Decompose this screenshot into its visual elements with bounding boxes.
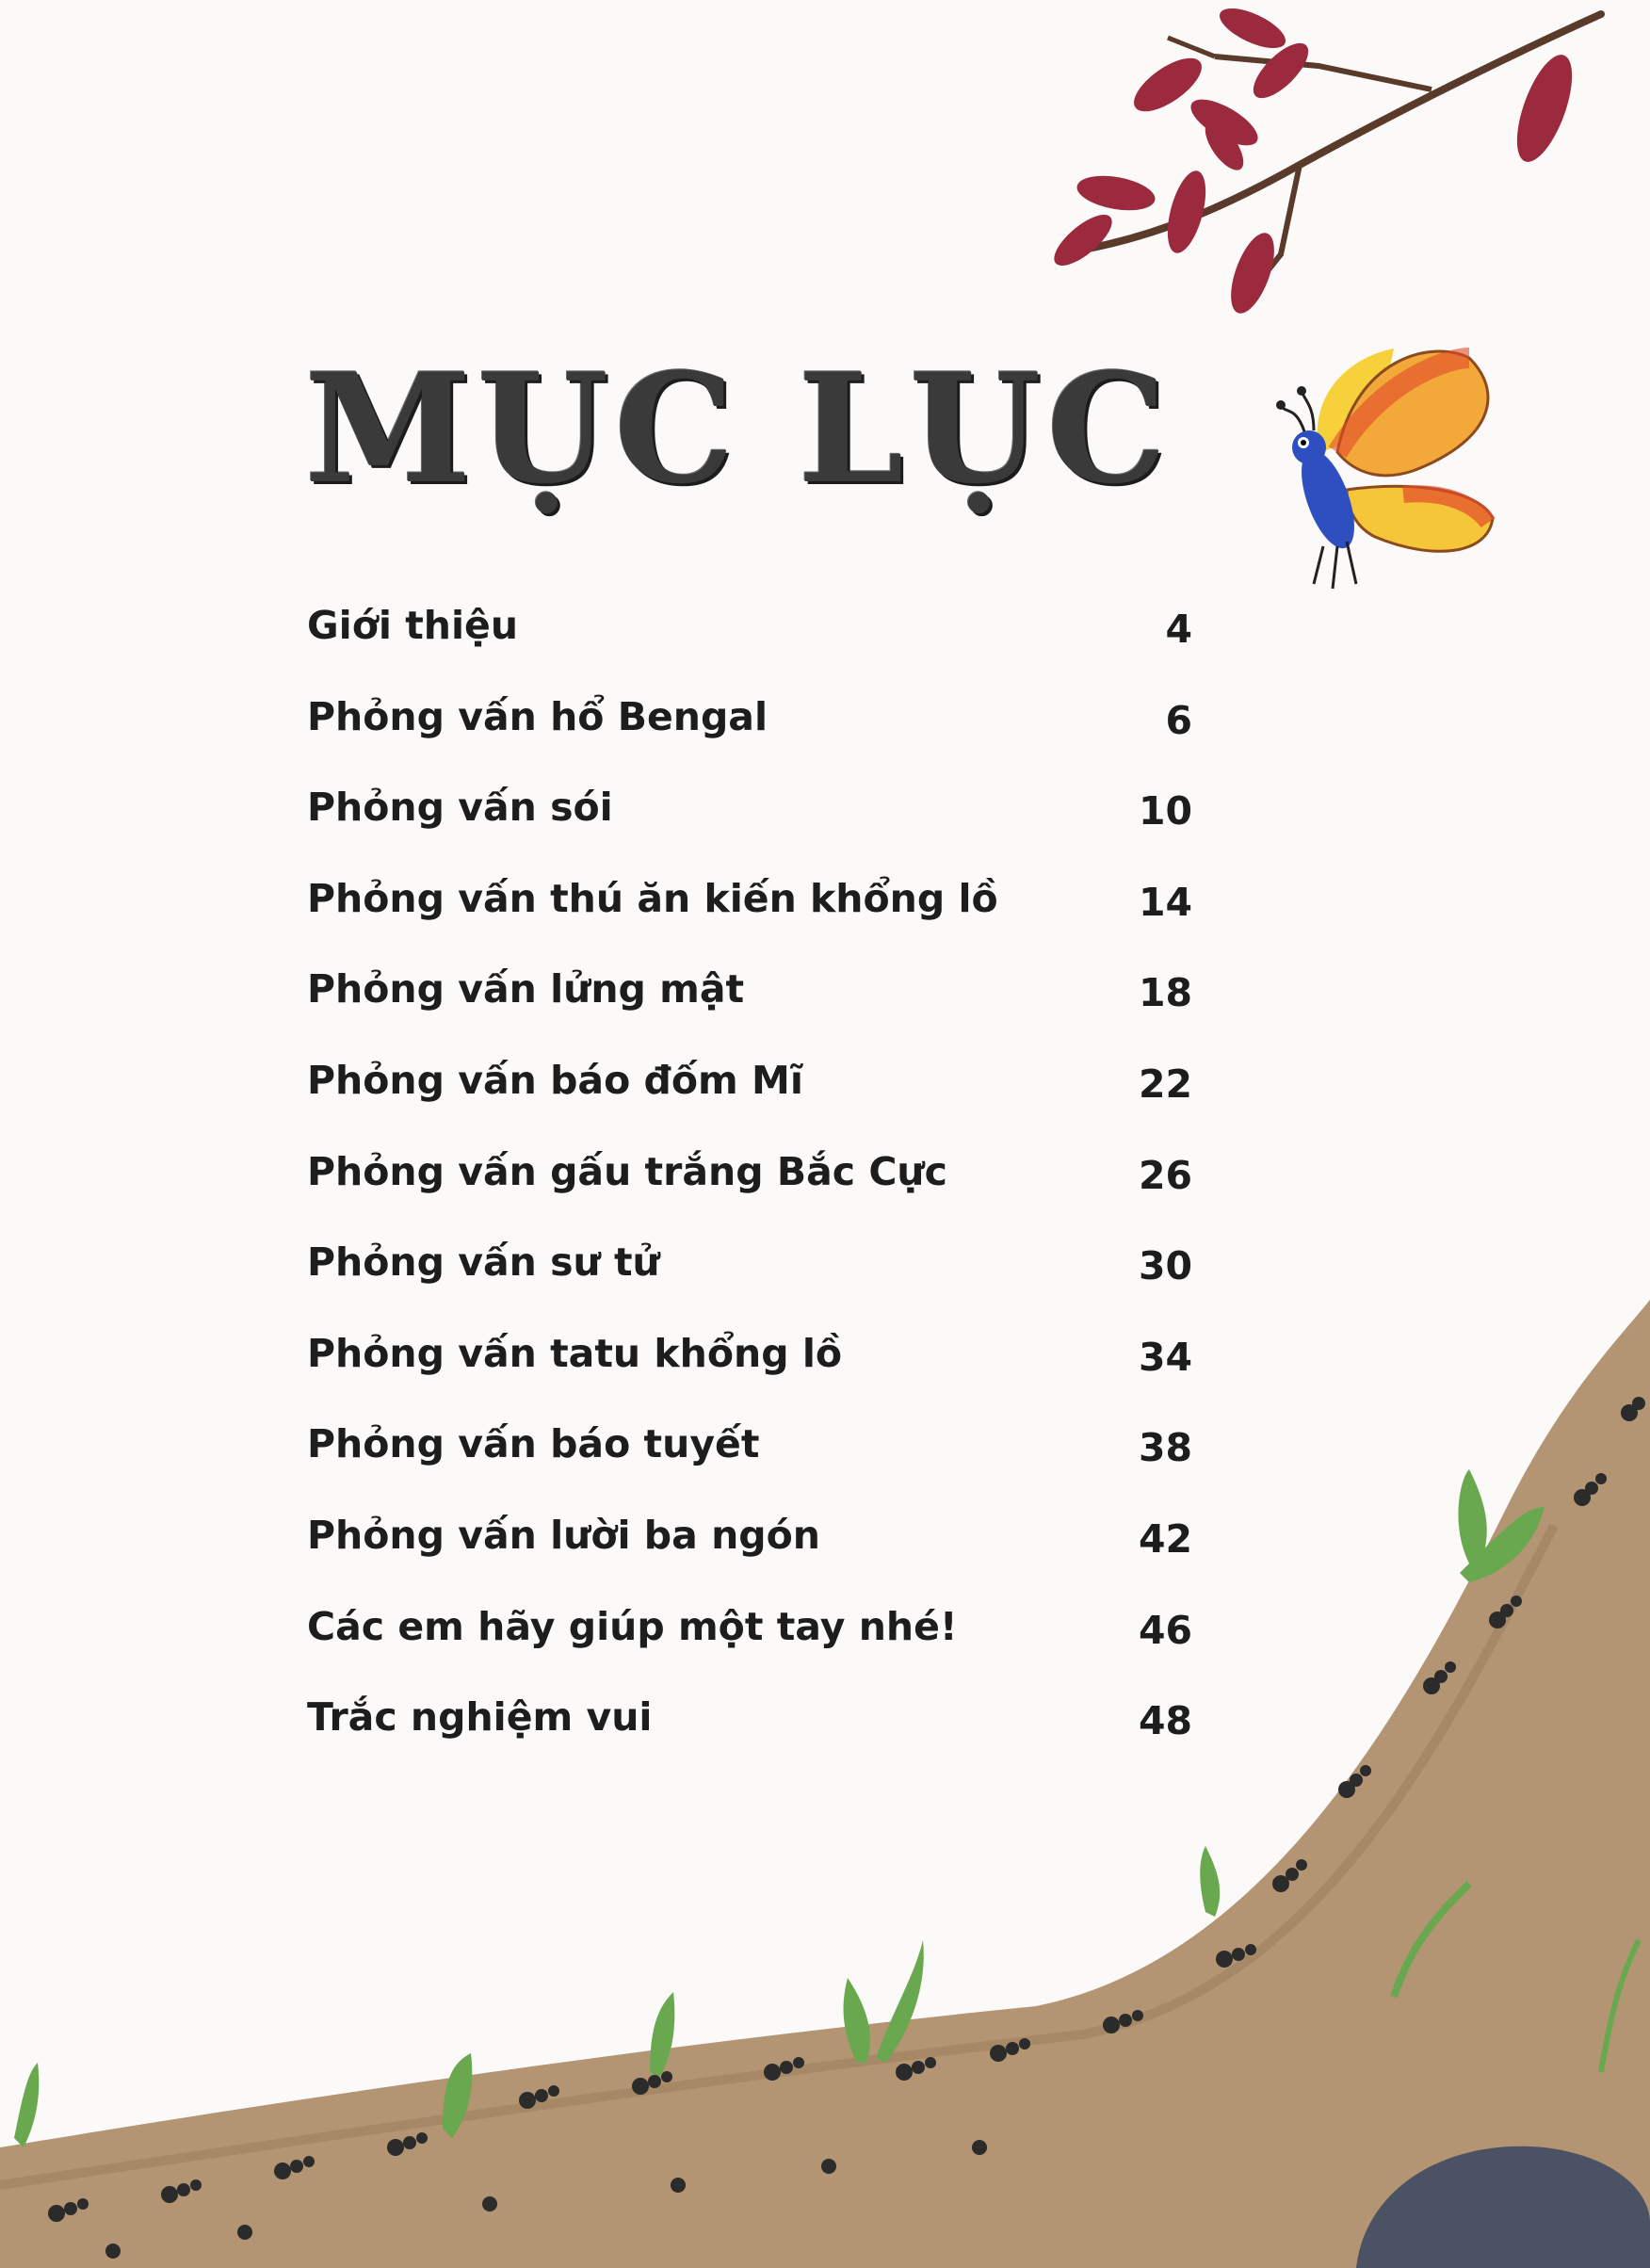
toc-item-label: Phỏng vấn báo đốm Mĩ	[307, 1057, 803, 1103]
toc-item-label: Phỏng vấn sư tử	[307, 1239, 660, 1286]
toc-item-page: 14	[1138, 879, 1192, 925]
toc-item-page: 46	[1138, 1607, 1192, 1653]
toc-item-page: 38	[1138, 1425, 1192, 1471]
toc-item-page: 42	[1138, 1515, 1192, 1562]
toc-item-label: Phỏng vấn thú ăn kiến khổng lồ	[307, 875, 998, 921]
toc-item-page: 26	[1138, 1152, 1192, 1198]
toc-item-label: Các em hãy giúp một tay nhé!	[307, 1603, 958, 1649]
toc-item-page: 34	[1138, 1334, 1192, 1380]
toc-item-label: Giới thiệu	[307, 603, 519, 648]
toc-item-label: Phỏng vấn lười ba ngón	[307, 1512, 820, 1558]
toc-item-page: 48	[1138, 1698, 1192, 1744]
toc-item-label: Trắc nghiệm vui	[307, 1694, 653, 1741]
toc-item-page: 18	[1138, 970, 1192, 1016]
toc-item-page: 4	[1165, 607, 1192, 652]
toc-item-page: 30	[1138, 1243, 1192, 1289]
toc-item-label: Phỏng vấn hổ Bengal	[307, 693, 768, 739]
toc-item-page: 22	[1138, 1061, 1192, 1107]
page-title: MỤC LỤC	[304, 340, 1173, 517]
toc-item-label: Phỏng vấn sói	[307, 785, 613, 831]
toc-item-label: Phỏng vấn báo tuyết	[307, 1421, 760, 1467]
toc-item-label: Phỏng vấn lửng mật	[307, 966, 745, 1012]
toc-item-label: Phỏng vấn tatu khổng lồ	[307, 1330, 843, 1376]
toc-item-page: 10	[1138, 788, 1192, 834]
toc-item-page: 6	[1165, 697, 1192, 743]
toc-item-label: Phỏng vấn gấu trắng Bắc Cực	[307, 1148, 947, 1194]
